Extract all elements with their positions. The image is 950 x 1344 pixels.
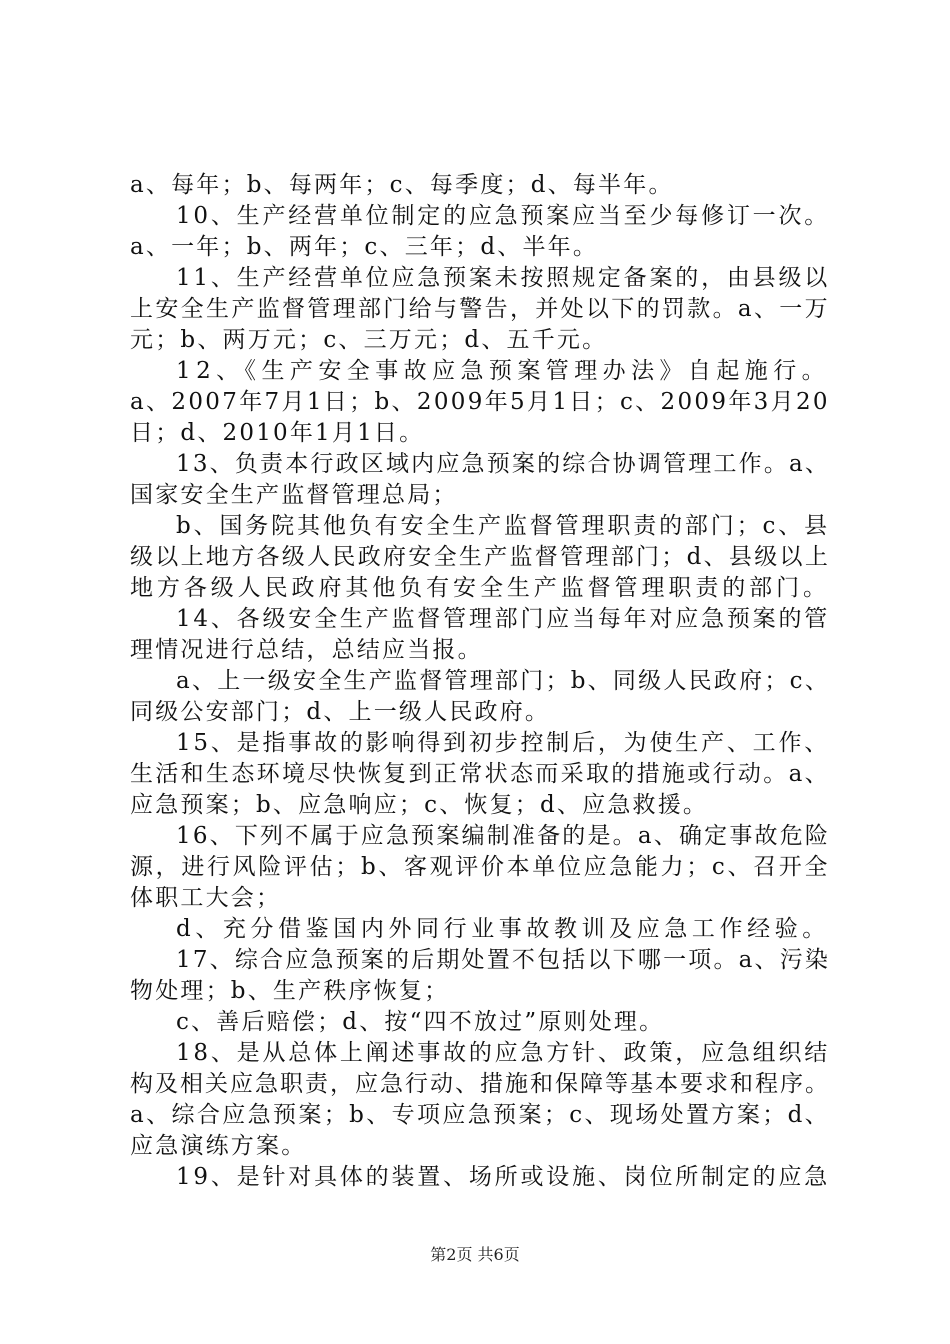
text-line: 理情况进行总结，总结应当报。 (130, 637, 483, 663)
text-line: a、综合应急预案；b、专项应急预案；c、现场处置方案；d、 (130, 1102, 830, 1128)
page-footer: 第2页 共6页 (430, 1245, 520, 1264)
text-line: 13、负责本行政区域内应急预案的综合协调管理工作。a、 (176, 451, 830, 477)
text-line: a、上一级安全生产监督管理部门；b、同级人民政府；c、 (176, 668, 830, 694)
text-line: 同级公安部门；d、上一级人民政府。 (130, 699, 551, 725)
text-line: a、每年；b、每两年；c、每季度；d、每半年。 (130, 172, 674, 198)
text-line: a、一年；b、两年；c、三年；d、半年。 (130, 234, 599, 260)
text-line: 12、《生产安全事故应急预案管理办法》自起施行。 (176, 358, 830, 384)
text-line: 生活和生态环境尽快恢复到正常状态而采取的措施或行动。a、 (130, 761, 830, 787)
text-line: 国家安全生产监督管理总局； (130, 482, 458, 508)
text-line: 19、是针对具体的装置、场所或设施、岗位所制定的应急 (176, 1164, 830, 1190)
text-line: 10、生产经营单位制定的应急预案应当至少每修订一次。 (176, 203, 830, 229)
text-line: d、充分借鉴国内外同行业事故教训及应急工作经验。 (176, 916, 830, 942)
text-line: 日；d、2010年1月1日。 (130, 420, 425, 446)
text-line: 体职工大会； (130, 885, 282, 911)
text-line: c、善后赔偿；d、按“四不放过”原则处理。 (176, 1009, 665, 1035)
text-line: 构及相关应急职责，应急行动、措施和保障等基本要求和程序。 (130, 1071, 830, 1097)
text-line: 地方各级人民政府其他负有安全生产监督管理职责的部门。 (130, 575, 830, 601)
document-body (130, 170, 830, 1193)
text-line: 18、是从总体上阐述事故的应急方针、政策，应急组织结 (176, 1040, 830, 1066)
text-line: 上安全生产监督管理部门给与警告，并处以下的罚款。a、一万 (130, 296, 830, 322)
text-line: 17、综合应急预案的后期处置不包括以下哪一项。a、污染 (176, 947, 830, 973)
text-line: b、国务院其他负有安全生产监督管理职责的部门；c、县 (176, 513, 830, 539)
text-line: 11、生产经营单位应急预案未按照规定备案的，由县级以 (176, 265, 830, 291)
text-line: 应急预案；b、应急响应；c、恢复；d、应急救援。 (130, 792, 709, 818)
text-line: 级以上地方各级人民政府安全生产监督管理部门；d、县级以上 (130, 544, 830, 570)
text-line: 源，进行风险评估；b、客观评价本单位应急能力；c、召开全 (130, 854, 830, 880)
text-line: a、2007年7月1日；b、2009年5月1日；c、2009年3月20 (130, 389, 830, 415)
text-line: 16、下列不属于应急预案编制准备的是。a、确定事故危险 (176, 823, 830, 849)
text-line: 物处理；b、生产秩序恢复； (130, 978, 450, 1004)
text-line: 15、是指事故的影响得到初步控制后，为使生产、工作、 (176, 730, 830, 756)
text-line: 元；b、两万元；c、三万元；d、五千元。 (130, 327, 608, 353)
text-line: 14、各级安全生产监督管理部门应当每年对应急预案的管 (176, 606, 830, 632)
text-line: 应急演练方案。 (130, 1133, 307, 1159)
